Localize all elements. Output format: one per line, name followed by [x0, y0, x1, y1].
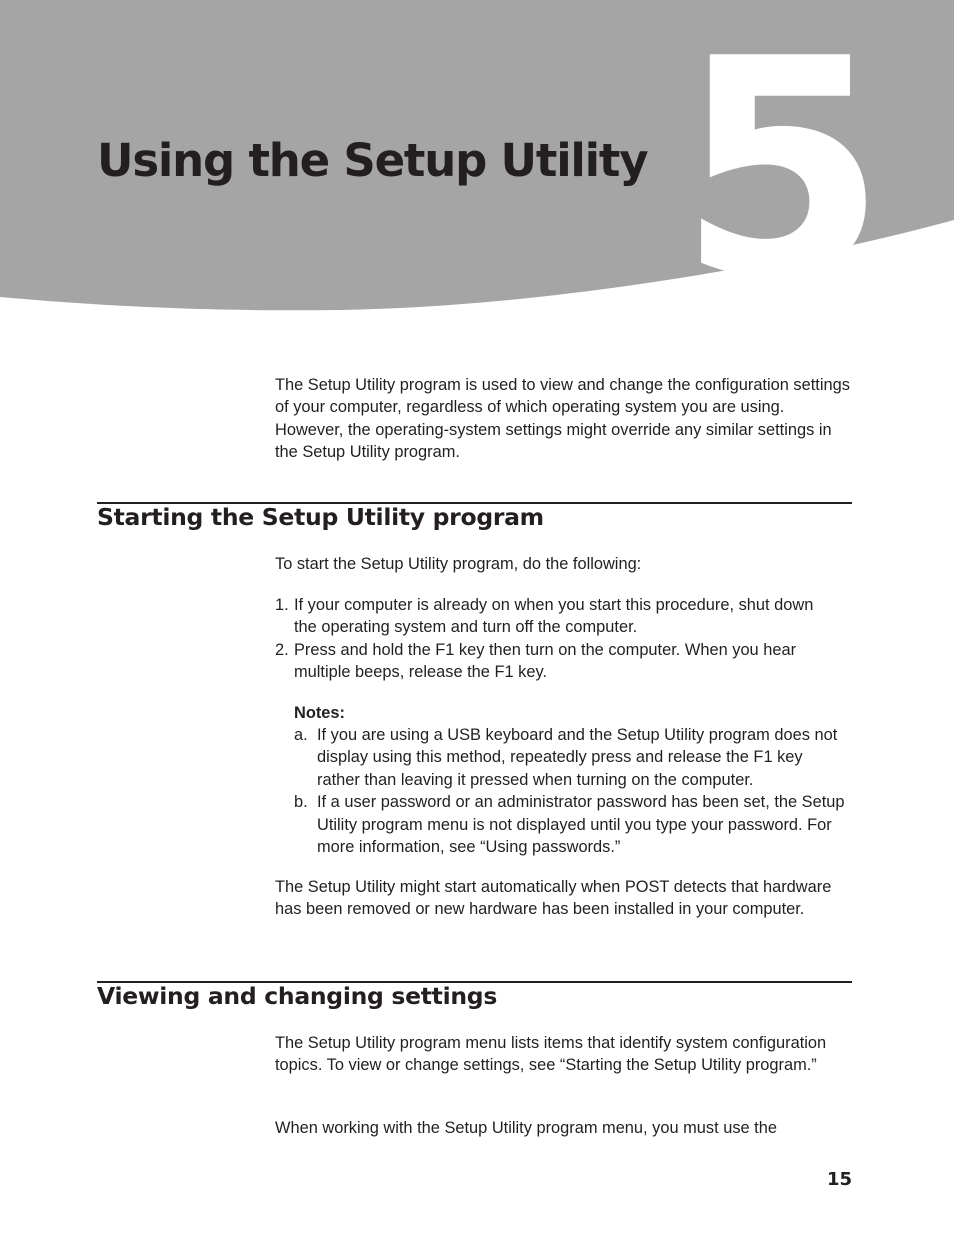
- step-item: [275, 639, 840, 684]
- step-marker: 2.: [275, 640, 289, 659]
- section-heading-starting: Starting the Setup Utility program: [97, 503, 544, 531]
- note-marker: a.: [294, 726, 308, 744]
- page-number: 15: [826, 1169, 852, 1190]
- notes-list: [294, 724, 846, 858]
- starting-lead: To start the Setup Utility program, do the following:: [275, 555, 642, 573]
- viewing-paragraph: The Setup Utility program menu lists items that identify system configuration topics. To view or change settings, see “Starting the Setup Utility program.”: [275, 1034, 827, 1075]
- chapter-title: Using the Setup Utility: [97, 134, 648, 187]
- note-marker: b.: [294, 793, 308, 812]
- note-text: If you are using a USB keyboard and the Setup Utility program does not display using this method, repeatedly press and release the F1 key rather than leaving it pressed when turning on the computer.: [317, 726, 838, 789]
- section-heading-viewing: Viewing and changing settings: [97, 982, 498, 1010]
- intro-paragraph: The Setup Utility program is used to view and change the configuration settings of your computer, regardless of which operating system you are using. However, the operating-system settings might override any similar settings in the Setup Utility program.: [275, 376, 850, 462]
- note-item: [294, 724, 846, 791]
- note-item: [294, 791, 846, 858]
- starting-closing: The Setup Utility might start automatically when POST detects that hardware has been removed or new hardware has been installed in your computer.: [275, 878, 832, 919]
- note-text: If a user password or an administrator password has been set, the Setup Utility program menu is not displayed until you type your password. For more information, see “Using passwords.”: [317, 793, 845, 857]
- chapter-number: 5: [678, 0, 881, 344]
- step-text: Press and hold the F1 key then turn on the computer. When you hear multiple beeps, release the F1 key.: [294, 640, 797, 682]
- viewing-paragraph-continued: When working with the Setup Utility program menu, you must use the: [275, 1119, 777, 1137]
- step-marker: 1.: [275, 596, 289, 614]
- step-item: [275, 594, 840, 639]
- notes-label: Notes:: [294, 704, 345, 722]
- steps-list: [275, 594, 840, 684]
- step-text: If your computer is already on when you start this procedure, shut down the operating system and turn off the computer.: [294, 596, 814, 637]
